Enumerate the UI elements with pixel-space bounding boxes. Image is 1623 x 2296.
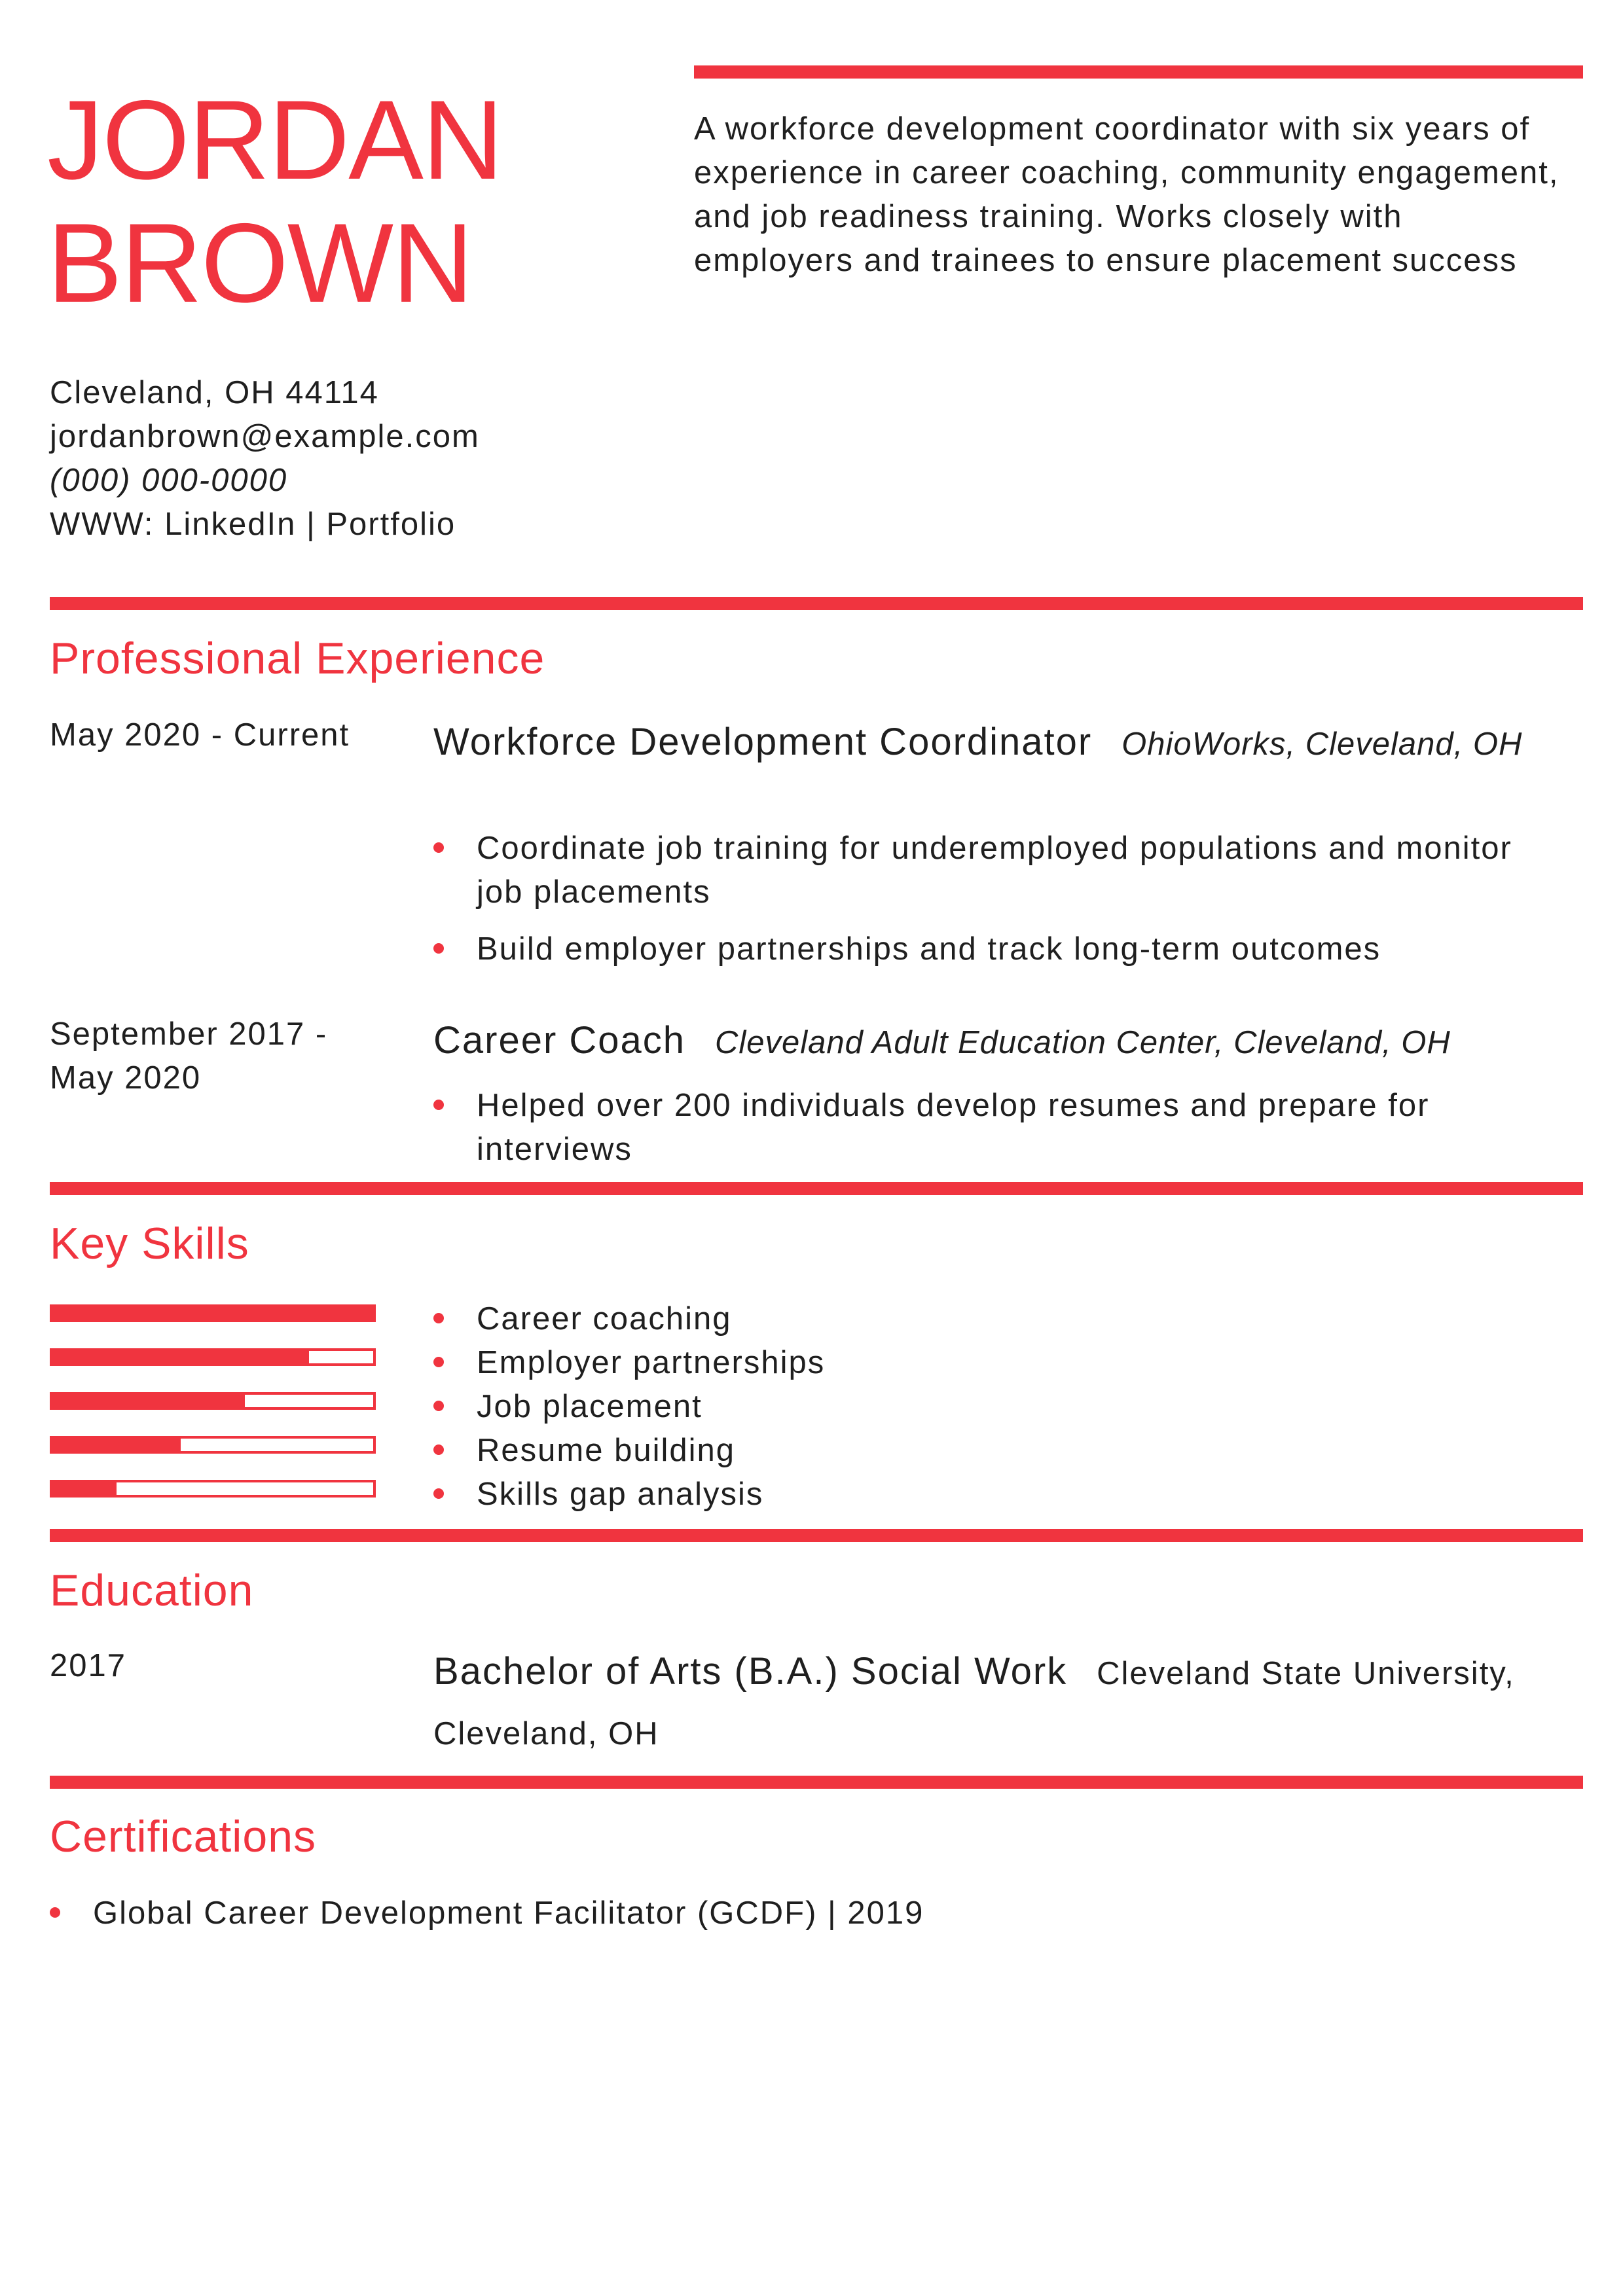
bullet-dot-icon	[433, 1401, 444, 1411]
name-block	[47, 79, 502, 325]
job-1-heading	[433, 717, 1599, 777]
education-year: 2017	[50, 1648, 127, 1683]
job-2-dates-start: September 2017 -	[50, 1016, 328, 1052]
school: Cleveland State University, Cleveland, OH	[433, 1656, 1515, 1751]
certifications-title: Certifications	[50, 1812, 317, 1861]
degree: Bachelor of Arts (B.A.) Social Work	[433, 1650, 1068, 1693]
first-name: JORDAN	[47, 77, 503, 203]
bullet-dot-icon	[433, 943, 444, 954]
web-separator: |	[306, 507, 316, 542]
web-links	[50, 503, 480, 547]
skill-level-bar	[50, 1392, 376, 1410]
job-2-dates-end: May 2020	[50, 1060, 202, 1096]
job-2-title: Career Coach	[433, 1019, 686, 1062]
job-1-company: OhioWorks, Cleveland, OH	[1122, 726, 1523, 762]
address: Cleveland, OH 44114	[50, 375, 379, 410]
skills-rule	[50, 1182, 1583, 1195]
skill-level-fill	[52, 1307, 373, 1319]
certifications-list	[50, 1892, 1556, 1935]
job-1-title: Workforce Development Coordinator	[433, 721, 1093, 763]
education-title: Education	[50, 1566, 254, 1615]
job-2-dates	[50, 1013, 327, 1100]
list-item: Resume building	[433, 1429, 1546, 1473]
skill-level-fill	[52, 1482, 117, 1495]
skills-title: Key Skills	[50, 1219, 249, 1268]
bullet-dot-icon	[433, 1357, 444, 1367]
bullet-dot-icon	[50, 1907, 60, 1918]
contact-block	[50, 371, 480, 547]
phone: (000) 000-0000	[50, 463, 288, 498]
skill-level-fill	[52, 1395, 245, 1407]
summary: A workforce development coordinator with six years of experience in career coaching, community engagement, and job readiness training. Works closely with employers and trainees to ensure placement success	[694, 111, 1559, 278]
experience-rule	[50, 597, 1583, 610]
certifications-rule	[50, 1776, 1583, 1789]
last-name: BROWN	[47, 200, 473, 326]
skill-level-fill	[52, 1439, 181, 1451]
skill-level-fill	[52, 1351, 309, 1363]
experience-title: Professional Experience	[50, 634, 545, 683]
list-item: Helped over 200 individuals develop resumes and prepare for interviews	[433, 1084, 1546, 1172]
job-1-bullets	[433, 827, 1546, 971]
list-item: Employer partnerships	[433, 1341, 1546, 1385]
job-2-heading	[433, 1016, 1599, 1075]
linkedin-link[interactable]: LinkedIn	[164, 507, 297, 542]
education-heading	[433, 1645, 1599, 1768]
list-item: Build employer partnerships and track long-term outcomes	[433, 927, 1546, 971]
job-1-dates: May 2020 - Current	[50, 717, 350, 753]
bullet-dot-icon	[433, 1313, 444, 1323]
bullet-dot-icon	[433, 1100, 444, 1110]
bullet-dot-icon	[433, 842, 444, 853]
list-item: Job placement	[433, 1385, 1546, 1429]
skills-list	[433, 1297, 1546, 1516]
skill-level-bar	[50, 1436, 376, 1454]
summary-rule	[694, 65, 1583, 79]
email-link[interactable]: jordanbrown@example.com	[50, 419, 480, 454]
bullet-dot-icon	[433, 1444, 444, 1455]
skill-level-bar	[50, 1304, 376, 1322]
education-rule	[50, 1529, 1583, 1542]
web-prefix: WWW:	[50, 507, 155, 542]
job-2-company: Cleveland Adult Education Center, Cleveland, OH	[714, 1025, 1451, 1060]
list-item: Coordinate job training for underemployed populations and monitor job placements	[433, 827, 1546, 914]
list-item: Career coaching	[433, 1297, 1546, 1341]
portfolio-link[interactable]: Portfolio	[326, 507, 456, 542]
list-item: Global Career Development Facilitator (GCDF) | 2019	[50, 1892, 1556, 1935]
list-item: Skills gap analysis	[433, 1473, 1546, 1516]
job-2-bullets	[433, 1084, 1546, 1172]
skill-level-bar	[50, 1348, 376, 1366]
bullet-dot-icon	[433, 1488, 444, 1499]
skill-level-bar	[50, 1480, 376, 1498]
